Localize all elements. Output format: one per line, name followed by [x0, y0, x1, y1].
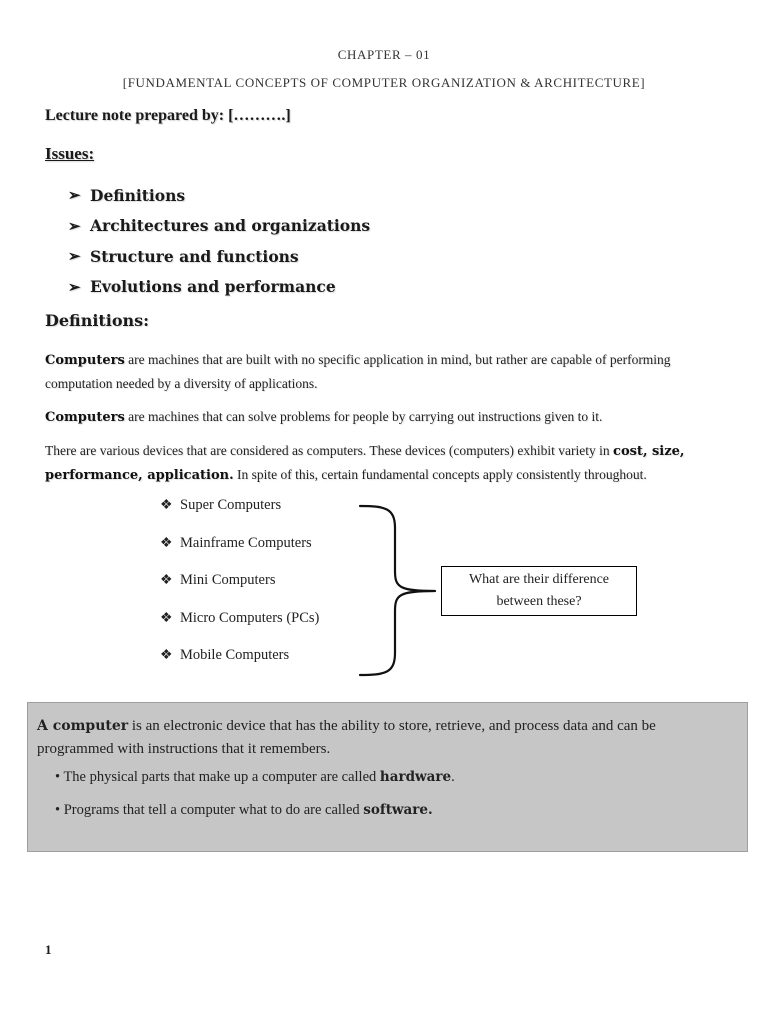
issue-label: Definitions — [90, 185, 186, 205]
arrow-bullet-icon: ➢ — [68, 186, 81, 205]
definitions-heading: Definitions: — [45, 311, 150, 330]
term-bold: Computers — [45, 410, 125, 425]
chapter-label: CHAPTER – 01 — [337, 47, 431, 62]
diamond-bullet-icon: ❖ — [160, 648, 173, 663]
paragraph-text: In spite of this, certain fundamental concepts apply consistently throughout. — [233, 467, 647, 482]
list-item — [68, 241, 370, 272]
issue-label: Structure and functions — [90, 246, 299, 266]
term-bold: hardware — [379, 769, 452, 785]
list-item — [160, 497, 319, 535]
paragraph-text: There are various devices that are considered as computers. These devices (computers) exhibit variety in — [45, 443, 614, 458]
term-bold: cost, size, performance, application. — [45, 444, 685, 483]
chapter-subtitle: [FUNDAMENTAL CONCEPTS OF COMPUTER ORGANIZATION & ARCHITECTURE] — [122, 75, 646, 90]
computer-type-label: Super Computers — [180, 497, 282, 513]
computer-type-label: Micro Computers (PCs) — [180, 609, 320, 626]
list-item — [55, 802, 455, 835]
definition-paragraph-2 — [45, 405, 725, 429]
curly-brace-icon — [355, 503, 445, 679]
computer-type-label: Mini Computers — [180, 572, 276, 588]
definition-paragraph-1 — [45, 348, 725, 395]
term-bold: Computers — [45, 353, 125, 368]
arrow-bullet-icon: ➢ — [68, 247, 81, 266]
list-item — [68, 272, 370, 303]
diamond-bullet-icon: ❖ — [160, 498, 173, 513]
bullet-end: . — [451, 769, 455, 785]
term-bold: software. — [363, 802, 433, 818]
list-item — [68, 180, 370, 211]
computer-type-label: Mainframe Computers — [180, 534, 312, 551]
page-number: 1 — [45, 942, 52, 957]
bullet-text: • Programs that tell a computer what to do are called — [55, 802, 364, 818]
summary-bullets — [55, 769, 455, 835]
question-text: What are their difference between these? — [468, 572, 610, 609]
bullet-text: • The physical parts that make up a computer are called — [55, 769, 380, 785]
arrow-bullet-icon: ➢ — [68, 277, 81, 296]
paragraph-text: is an electronic device that has the ability to store, retrieve, and process data and can be programmed with instructions that it remembers. — [37, 718, 656, 757]
list-item — [68, 211, 370, 242]
list-item — [160, 647, 319, 685]
prepared-by-line: Lecture note prepared by: [……….] — [45, 107, 291, 124]
list-item — [160, 535, 319, 573]
question-box — [441, 566, 637, 616]
arrow-bullet-icon: ➢ — [68, 216, 81, 235]
list-item — [160, 572, 319, 610]
summary-box — [27, 702, 748, 852]
computer-type-label: Mobile Computers — [180, 647, 290, 663]
computer-types-list — [160, 497, 319, 685]
paragraph-text: are machines that are built with no specific application in mind, but rather are capable of performing computation needed by a diversity of applications. — [45, 352, 671, 391]
list-item — [160, 610, 319, 648]
issues-heading: Issues: — [45, 144, 95, 163]
term-bold: A computer — [37, 718, 129, 734]
paragraph-text: are machines that can solve problems for people by carrying out instructions given to it. — [124, 409, 603, 424]
issue-label: Evolutions and performance — [90, 277, 336, 297]
list-item — [55, 769, 455, 802]
issues-list — [68, 180, 370, 302]
diamond-bullet-icon: ❖ — [160, 535, 173, 551]
issue-label: Architectures and organizations — [90, 216, 371, 236]
computer-definition — [37, 715, 727, 761]
diamond-bullet-icon: ❖ — [160, 573, 173, 588]
diamond-bullet-icon: ❖ — [160, 610, 173, 626]
definition-paragraph-3 — [45, 439, 725, 487]
